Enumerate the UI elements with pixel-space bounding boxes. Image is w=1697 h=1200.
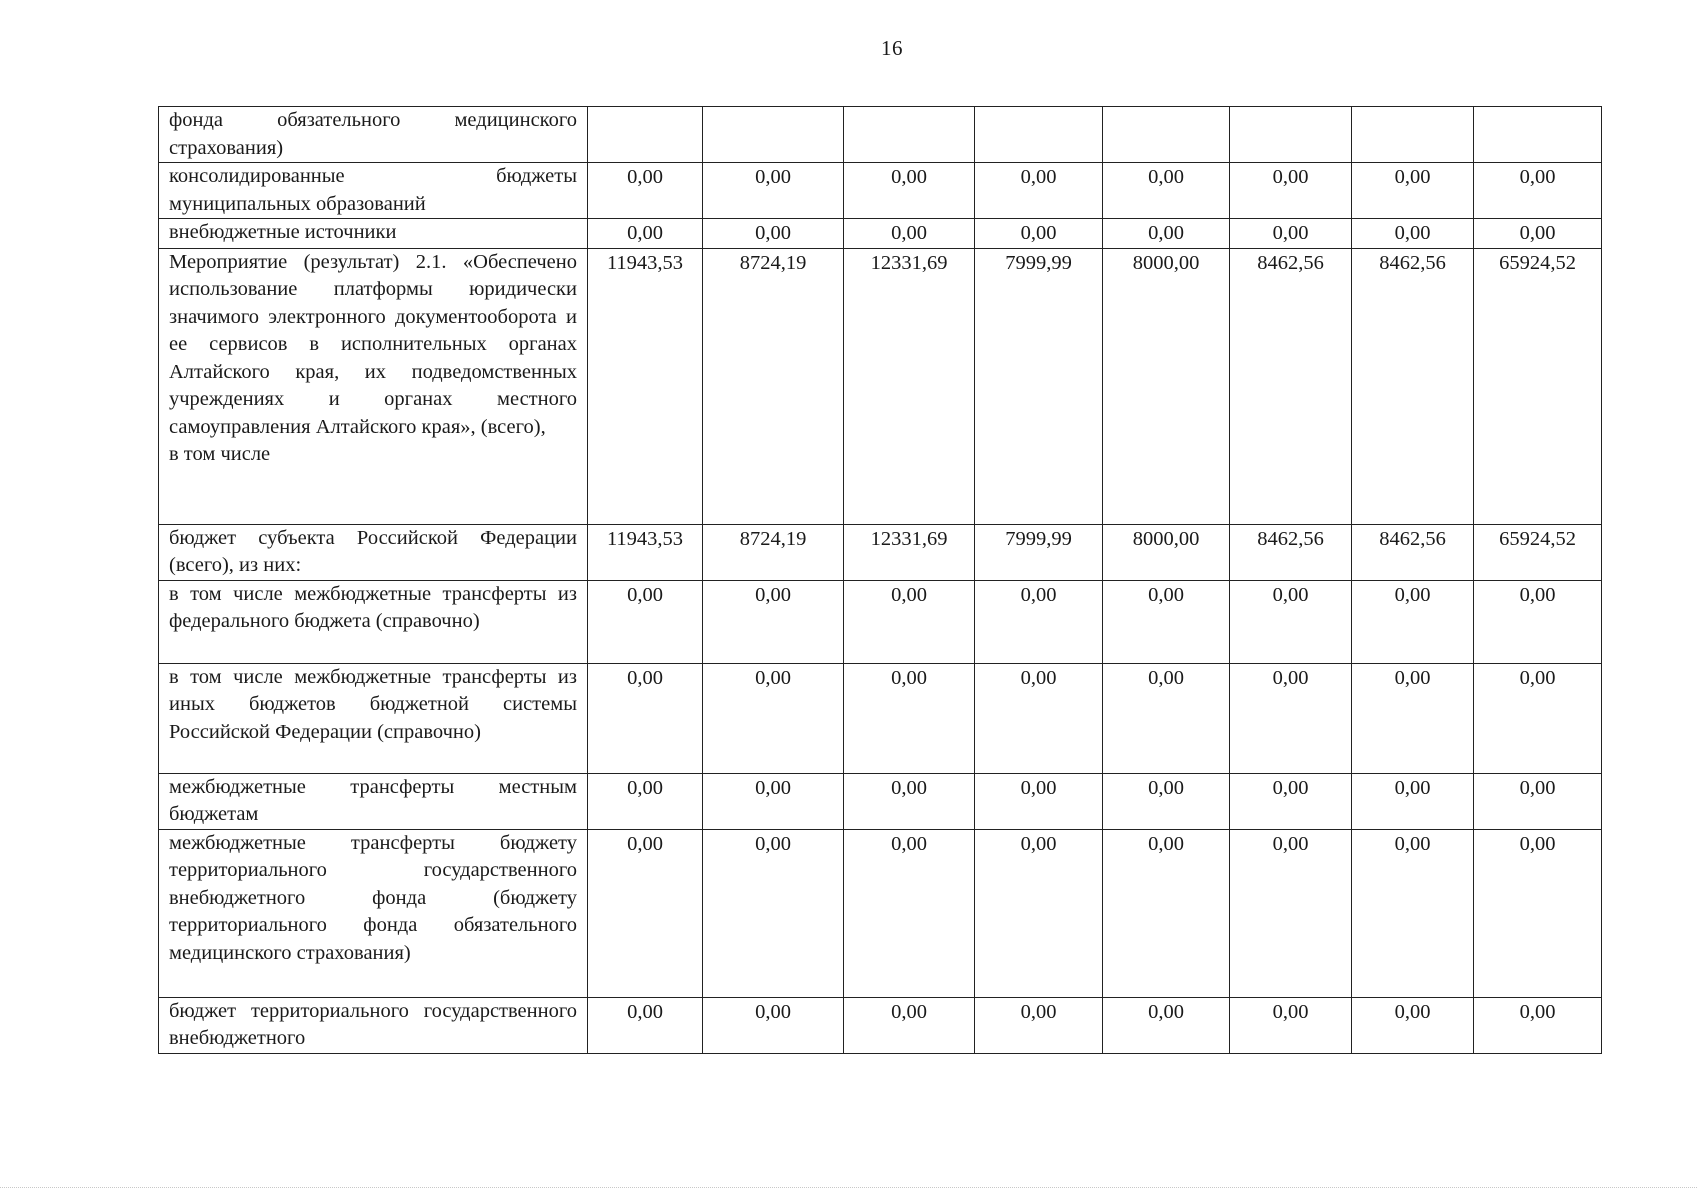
table-body — [159, 107, 1602, 1054]
cell-value: 7999,99 — [975, 248, 1103, 524]
cell-value: 0,00 — [1474, 997, 1602, 1053]
cell-value: 0,00 — [1103, 580, 1230, 663]
cell-value: 0,00 — [975, 997, 1103, 1053]
cell-value: 0,00 — [975, 829, 1103, 997]
page-number: 16 — [881, 36, 903, 60]
cell-value: 0,00 — [1230, 829, 1352, 997]
cell-value: 0,00 — [975, 163, 1103, 219]
cell-value: 0,00 — [844, 663, 975, 773]
cell-value: 0,00 — [975, 580, 1103, 663]
cell-value: 0,00 — [1230, 219, 1352, 249]
cell-value — [703, 107, 844, 163]
table-row — [159, 219, 1602, 249]
cell-value: 0,00 — [588, 997, 703, 1053]
cell-value: 0,00 — [975, 773, 1103, 829]
cell-value: 11943,53 — [588, 524, 703, 580]
cell-value: 11943,53 — [588, 248, 703, 524]
cell-value: 0,00 — [1230, 773, 1352, 829]
table-row — [159, 248, 1602, 524]
cell-value: 0,00 — [588, 663, 703, 773]
cell-value — [1230, 107, 1352, 163]
cell-value: 0,00 — [1103, 997, 1230, 1053]
cell-value: 0,00 — [1352, 663, 1474, 773]
cell-value: 0,00 — [1474, 219, 1602, 249]
cell-value: 12331,69 — [844, 248, 975, 524]
cell-value: 0,00 — [975, 663, 1103, 773]
cell-value: 0,00 — [1103, 219, 1230, 249]
cell-value: 0,00 — [1474, 580, 1602, 663]
table-row — [159, 773, 1602, 829]
cell-value: 0,00 — [1474, 663, 1602, 773]
row-label: межбюджетные трансферты бюджету территориального государственного внебюджетного фонда (бюджету территориального фонда обязательного медицинского страхования) — [159, 829, 588, 997]
row-label: бюджет территориального государственного внебюджетного — [159, 997, 588, 1053]
cell-value: 0,00 — [588, 219, 703, 249]
row-label: внебюджетные источники — [159, 219, 588, 249]
row-label: межбюджетные трансферты местным бюджетам — [159, 773, 588, 829]
cell-value: 0,00 — [1230, 997, 1352, 1053]
table-row — [159, 163, 1602, 219]
row-label: фонда обязательного медицинского страхования) — [159, 107, 588, 163]
cell-value: 0,00 — [588, 580, 703, 663]
cell-value: 65924,52 — [1474, 524, 1602, 580]
cell-value: 0,00 — [703, 829, 844, 997]
cell-value: 8000,00 — [1103, 524, 1230, 580]
cell-value: 0,00 — [844, 997, 975, 1053]
cell-value: 8462,56 — [1230, 524, 1352, 580]
cell-value: 0,00 — [703, 773, 844, 829]
cell-value: 0,00 — [703, 163, 844, 219]
cell-value: 0,00 — [844, 580, 975, 663]
row-label: Мероприятие (результат) 2.1. «Обеспечено использование платформы юридически значимого электронного документооборота и ее сервисов в исполнительных органах Алтайского края, их подведомственных учреждениях и органах местного самоуправления Алтайского края», (всего), в том числе — [159, 248, 588, 524]
cell-value — [1103, 107, 1230, 163]
cell-value: 7999,99 — [975, 524, 1103, 580]
cell-value — [975, 107, 1103, 163]
row-label: в том числе межбюджетные трансферты из федерального бюджета (справочно) — [159, 580, 588, 663]
cell-value: 0,00 — [1474, 829, 1602, 997]
cell-value: 0,00 — [1474, 163, 1602, 219]
cell-value: 0,00 — [1352, 997, 1474, 1053]
table-row — [159, 580, 1602, 663]
cell-value: 0,00 — [703, 219, 844, 249]
cell-value: 8462,56 — [1352, 248, 1474, 524]
cell-value — [588, 107, 703, 163]
cell-value: 0,00 — [1352, 219, 1474, 249]
cell-value: 0,00 — [1352, 773, 1474, 829]
cell-value: 0,00 — [703, 997, 844, 1053]
cell-value: 0,00 — [844, 829, 975, 997]
cell-value — [1352, 107, 1474, 163]
cell-value: 0,00 — [844, 219, 975, 249]
cell-value: 0,00 — [703, 580, 844, 663]
cell-value: 0,00 — [1352, 829, 1474, 997]
row-label: в том числе межбюджетные трансферты из иных бюджетов бюджетной системы Российской Федерации (справочно) — [159, 663, 588, 773]
cell-value: 0,00 — [1474, 773, 1602, 829]
cell-value: 0,00 — [588, 829, 703, 997]
cell-value: 0,00 — [1103, 163, 1230, 219]
cell-value: 0,00 — [588, 163, 703, 219]
cell-value: 0,00 — [1230, 580, 1352, 663]
cell-value: 8000,00 — [1103, 248, 1230, 524]
table-row — [159, 829, 1602, 997]
cell-value: 12331,69 — [844, 524, 975, 580]
table-row — [159, 997, 1602, 1053]
cell-value: 8462,56 — [1230, 248, 1352, 524]
cell-value: 8724,19 — [703, 524, 844, 580]
cell-value: 0,00 — [975, 219, 1103, 249]
cell-value: 0,00 — [1103, 829, 1230, 997]
cell-value: 0,00 — [1103, 773, 1230, 829]
cell-value — [844, 107, 975, 163]
cell-value: 0,00 — [844, 163, 975, 219]
cell-value: 0,00 — [1103, 663, 1230, 773]
table-row — [159, 524, 1602, 580]
cell-value: 0,00 — [1230, 663, 1352, 773]
cell-value: 8462,56 — [1352, 524, 1474, 580]
budget-table — [158, 106, 1602, 1054]
table-row — [159, 107, 1602, 163]
cell-value: 65924,52 — [1474, 248, 1602, 524]
cell-value: 0,00 — [1352, 580, 1474, 663]
row-label: консолидированные бюджеты муниципальных образований — [159, 163, 588, 219]
table-row — [159, 663, 1602, 773]
cell-value: 0,00 — [588, 773, 703, 829]
cell-value: 8724,19 — [703, 248, 844, 524]
cell-value: 0,00 — [1230, 163, 1352, 219]
cell-value — [1474, 107, 1602, 163]
cell-value: 0,00 — [703, 663, 844, 773]
scan-edge-line — [0, 1187, 1697, 1188]
cell-value: 0,00 — [1352, 163, 1474, 219]
row-label: бюджет субъекта Российской Федерации (всего), из них: — [159, 524, 588, 580]
cell-value: 0,00 — [844, 773, 975, 829]
